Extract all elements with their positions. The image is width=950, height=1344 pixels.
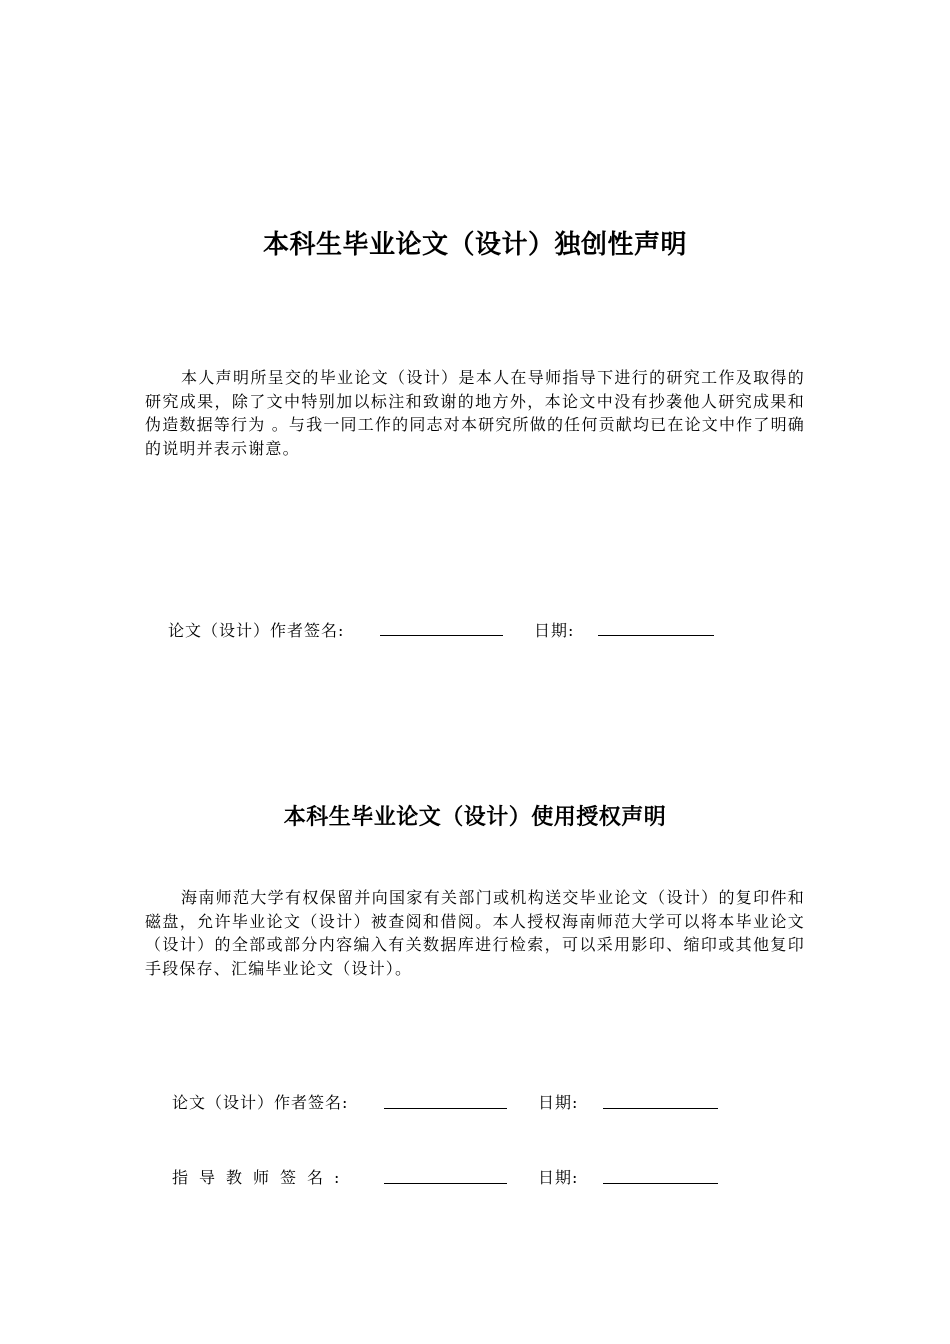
author-signature-line[interactable] <box>384 1108 507 1109</box>
date-line[interactable] <box>603 1108 718 1109</box>
authorization-title: 本科生毕业论文（设计）使用授权声明 <box>283 805 667 830</box>
date-line[interactable] <box>603 1183 718 1184</box>
author-signature-label: 论文（设计）作者签名: <box>168 621 345 640</box>
originality-body: 本人声明所呈交的毕业论文（设计）是本人在导师指导下进行的研究工作及取得的研究成果，除了文中特别加以标注和致谢的地方外，本论文中没有抄袭他人研究成果和伪造数据等行为 。与我一同工作的同志对本研究所做的任何贡献均已在论文中作了明确的说明并表示谢意。 <box>145 368 805 458</box>
author-signature-line[interactable] <box>380 635 503 636</box>
date-line[interactable] <box>598 635 714 636</box>
author-signature-label: 论文（设计）作者签名: <box>172 1093 349 1112</box>
authorization-body: 海南师范大学有权保留并向国家有关部门或机构送交毕业论文（设计）的复印件和磁盘，允许毕业论文（设计）被查阅和借阅。本人授权海南师范大学可以将本毕业论文（设计）的全部或部分内容编入有关数据库进行检索，可以采用影印、缩印或其他复印手段保存、汇编毕业论文（设计）。 <box>145 888 805 978</box>
date-label: 日期: <box>534 621 575 640</box>
date-label: 日期: <box>538 1168 579 1187</box>
advisor-signature-line[interactable] <box>384 1183 507 1184</box>
authorization-author-signature-row <box>0 1090 950 1114</box>
originality-signature-row <box>0 618 950 642</box>
date-label: 日期: <box>538 1093 579 1112</box>
originality-title: 本科生毕业论文（设计）独创性声明 <box>262 230 687 260</box>
advisor-signature-label: 指导教师签名: <box>172 1168 351 1187</box>
authorization-advisor-signature-row <box>0 1165 950 1189</box>
